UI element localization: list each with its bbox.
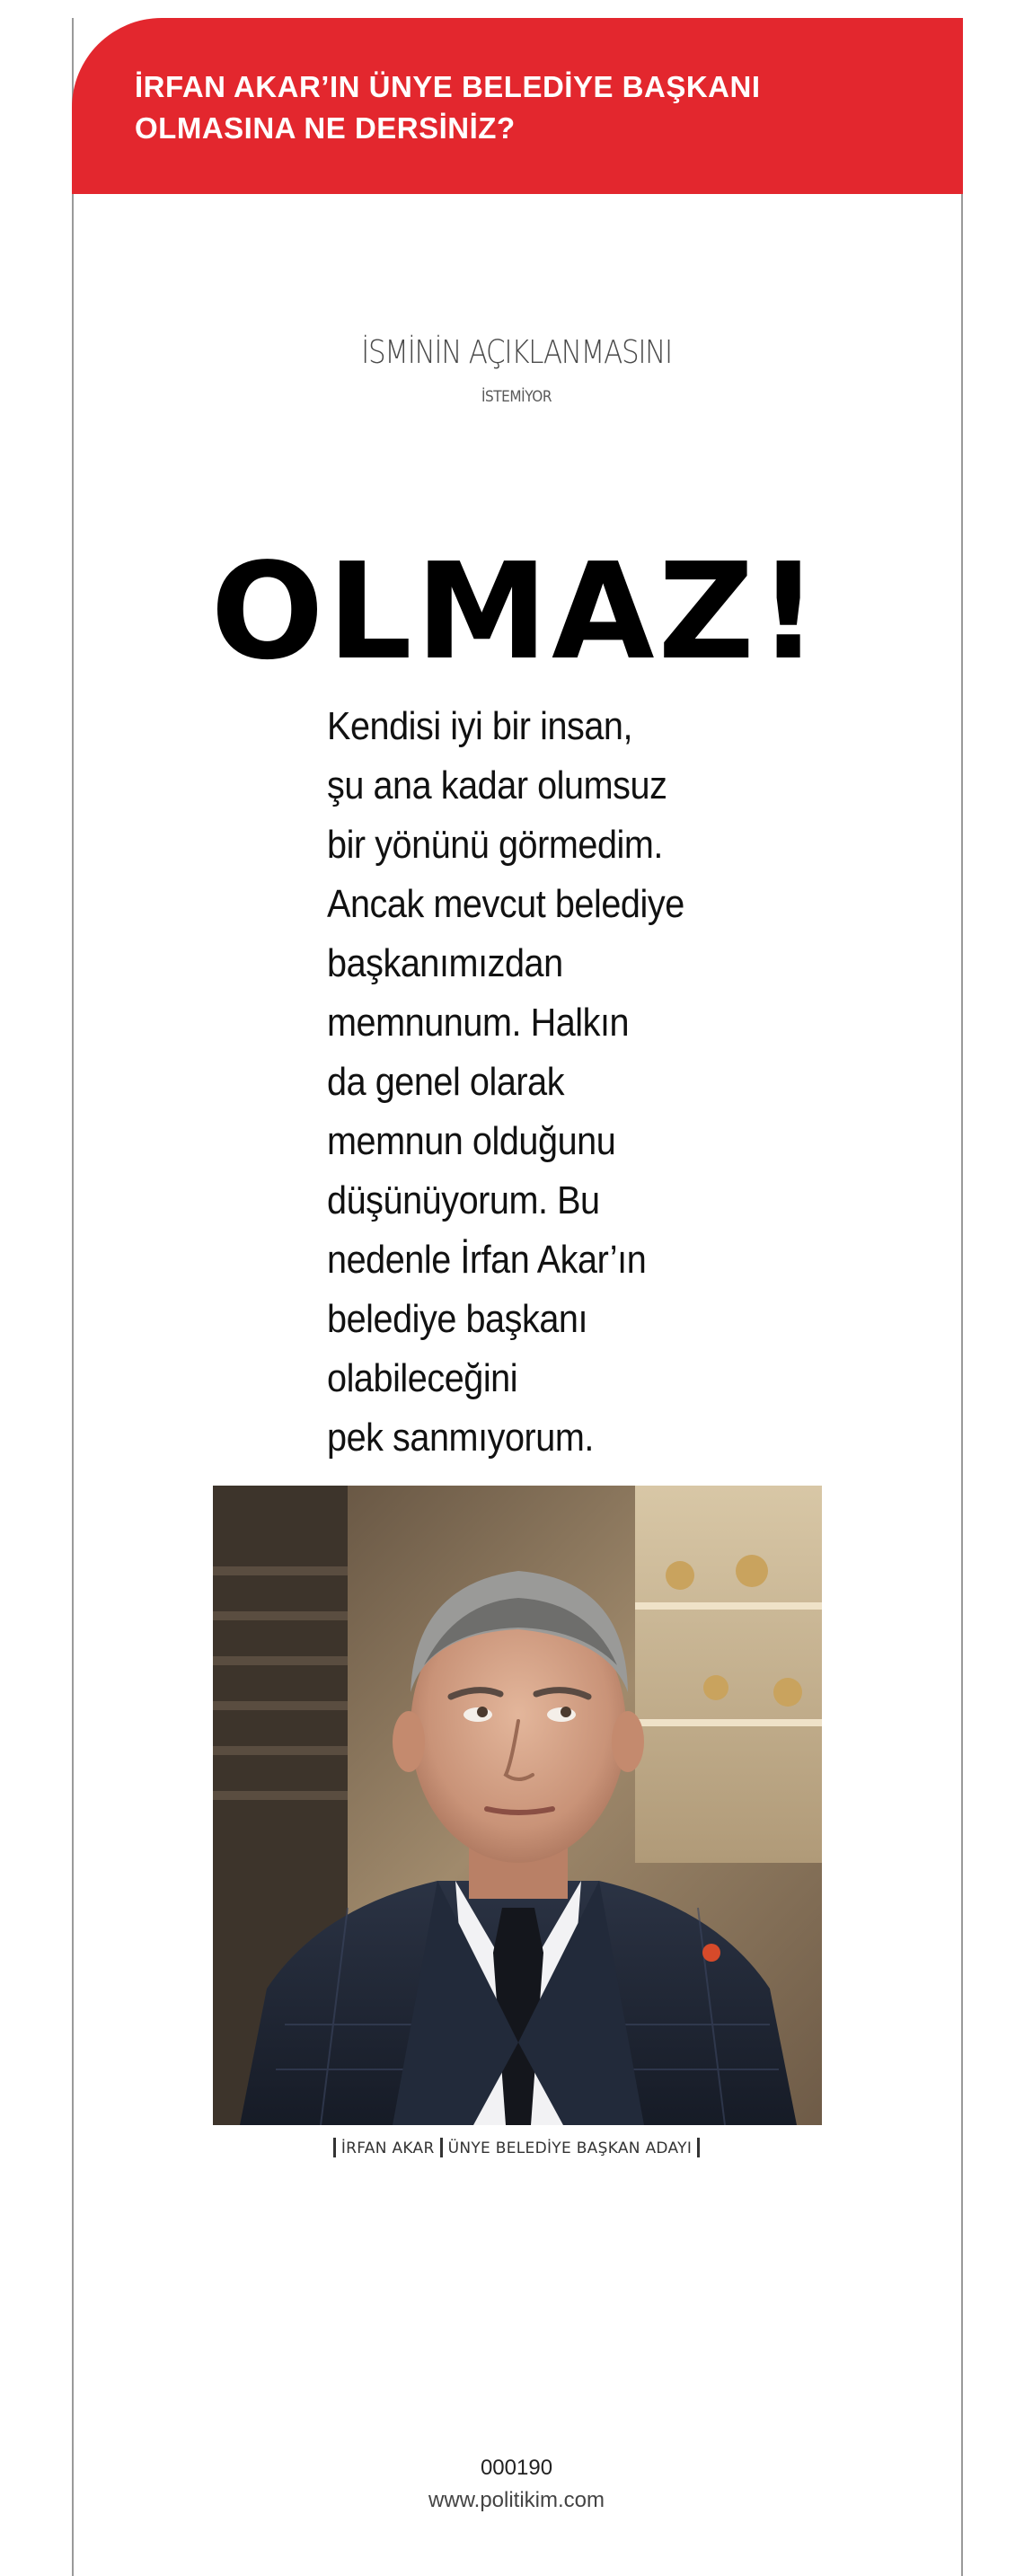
answer-line: olabileceğini	[327, 1356, 518, 1400]
candidate-portrait-photo	[213, 1486, 822, 2125]
footer-site-link[interactable]: www.politikim.com	[428, 2488, 605, 2512]
answer-line: Ancak mevcut belediye	[327, 882, 684, 926]
answer-line: memnunum. Halkın	[327, 1001, 630, 1045]
photo-caption	[0, 2138, 1033, 2157]
portrait-illustration	[213, 1486, 822, 2125]
answer-line: bir yönünü görmedim.	[327, 823, 663, 867]
answer-line: Kendisi iyi bir insan,	[327, 704, 633, 748]
caption-divider	[333, 2138, 336, 2157]
answer-line: pek sanmıyorum.	[327, 1416, 594, 1460]
answer-line: nedenle İrfan Akar’ın	[327, 1238, 647, 1282]
caption-divider	[440, 2138, 443, 2157]
answer-line: başkanımızdan	[327, 941, 563, 985]
answer-line: belediye başkanı	[327, 1297, 588, 1341]
answer-text	[327, 697, 780, 1468]
answer-line: şu ana kadar olumsuz	[327, 763, 667, 807]
caption-divider	[697, 2138, 700, 2157]
respondent-label: İSMİNİN AÇIKLANMASINI	[361, 334, 672, 371]
caption-role: ÜNYE BELEDİYE BAŞKAN ADAYI	[447, 2139, 693, 2157]
footer-code: 000190	[480, 2456, 553, 2480]
answer-line: memnun olduğunu	[327, 1119, 616, 1163]
answer-line: düşünüyorum. Bu	[327, 1178, 600, 1222]
caption-name: İRFAN AKAR	[340, 2139, 435, 2157]
respondent-sublabel: İSTEMİYOR	[481, 388, 552, 406]
question-title: İRFAN AKAR’IN ÜNYE BELEDİYE BAŞKANI OLMASINA NE DERSİNİZ?	[135, 70, 761, 145]
verdict-headline: OLMAZ!	[210, 534, 823, 689]
answer-line: da genel olarak	[327, 1060, 565, 1104]
